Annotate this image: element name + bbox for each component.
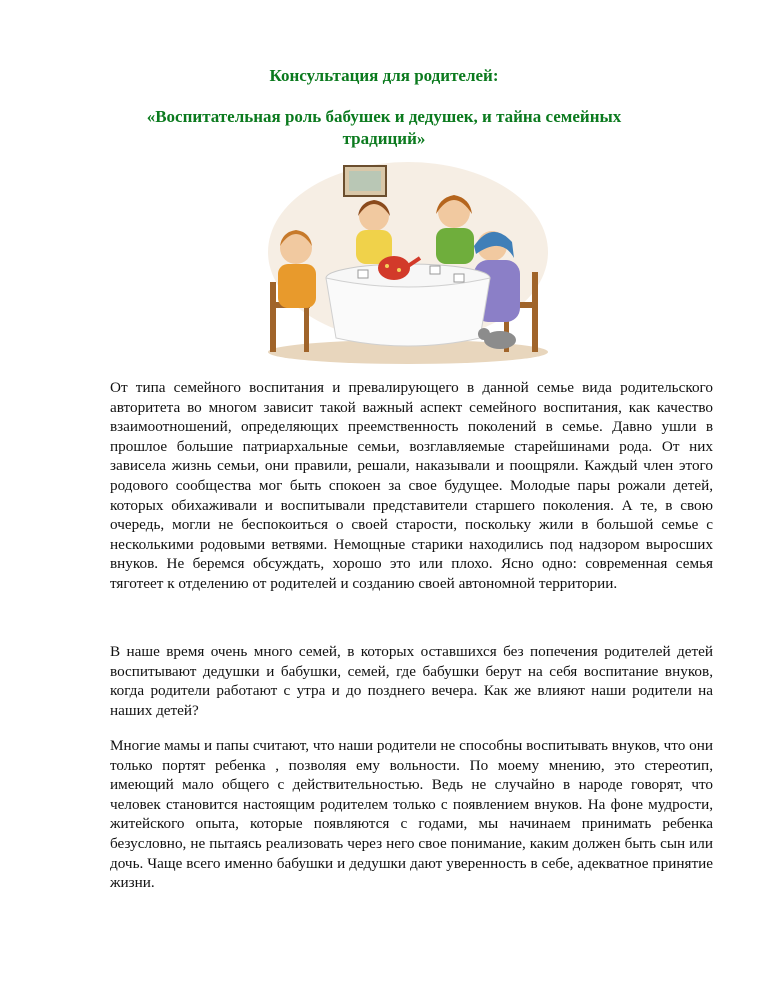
paragraph: От типа семейного воспитания и превалирующего в данной семье вида родительского авторитета во многом зависит такой важный аспект семейного воспитания, как качество взаимоотношений, определяющих преемственность поколений в семье. Давно ушли в прошлое большие патриархальные семьи, возглавляемые старейшинами рода. От них зависела жизнь семьи, они правили, решали, наказывали и поощряли. Каждый член этого родового сообщества мог быть спокоен за свое будущее. Молодые пары рожали детей, которых обихаживали и воспитывали представители старшего поколения. А те, в свою очередь, могли не беспокоиться о своей старости, поскольку жили в большой семье с несколькими родовыми ветвями. Немощные старики находились под надзором выросших внуков. Не беремся обсуждать, хорошо это или плохо. Ясно одно: современная семья тяготеет к отделению от родителей и созданию своей автономной территории. — [110, 379, 713, 592]
family-tea-party-illustration — [262, 162, 554, 364]
document-title: Консультация для родителей: — [269, 66, 499, 85]
paragraph: Многие мамы и папы считают, что наши родители не способны воспитывать внуков, что они только портят ребенка , позволяя ему вольности. По моему мнению, это стереотип, имеющий мало общего с действительностью. Ведь не случайно в народе говорят, что человек становится настоящим родителем только с появлением внуков. На фоне мудрости, житейского опыта, которые появляются с годами, мы начинаем принимать ребенка безусловно, не пытаясь реализовать через него свое понимание, каким должен быть сын или дочь. Чаще всего именно бабушки и дедушки дают уверенность в себе, адекватное принятие жизни. — [110, 737, 713, 892]
document-subtitle: «Воспитательная роль бабушек и дедушек, и тайна семейных традиций» — [146, 107, 622, 148]
paragraph: В наше время очень много семей, в которых оставшихся без попечения родителей детей воспитывают дедушки и бабушки, семей, где бабушки берут на себя воспитание внуков, когда родители работают с утра и до позднего вечера. Как же влияют наши родители на наших детей? — [110, 643, 713, 719]
